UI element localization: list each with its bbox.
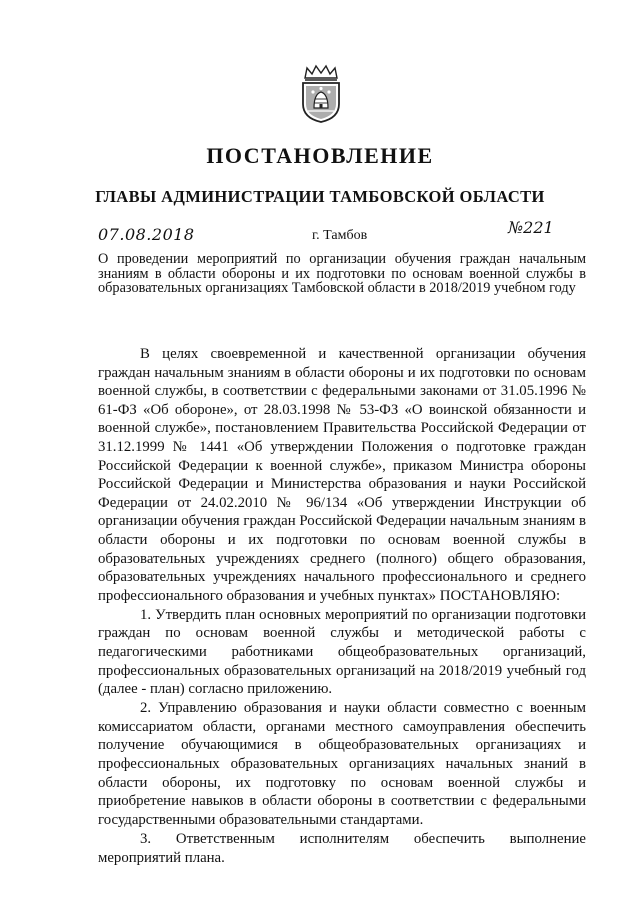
document-subtitle: ГЛАВЫ АДМИНИСТРАЦИИ ТАМБОВСКОЙ ОБЛАСТИ <box>95 187 545 206</box>
document-body <box>98 345 586 867</box>
document-city: г. Тамбов <box>312 228 368 243</box>
document-date: 07.08.2018 <box>98 225 195 244</box>
tambov-coat-of-arms-icon <box>296 64 346 124</box>
document-subject <box>98 252 586 296</box>
document-title: ПОСТАНОВЛЕНИЕ <box>206 143 434 168</box>
item-paragraph-2: 2. Управлению образования и науки области совместно с военным комиссариатом области, органами местного самоуправления обеспечить получение обучающимися в общеобразовательных организациях и профессиональных образовательных организациях начальных знаний в области обороны, их подготовку по основам военной службы и приобретение навыков в области обороны в соответствии с федеральными государственными образовательными стандартами. <box>98 700 586 828</box>
item-paragraph-1: 1. Утвердить план основных мероприятий по организации подготовки граждан по основам военной службы и методической работы с педагогическими работниками общеобразовательных организаций, профессиональных образовательных организаций на 2018/2019 учебный год (далее - план) согласно приложению. <box>98 606 586 698</box>
subject-text: О проведении мероприятий по организации обучения граждан начальным знаниям в области обороны и их подготовки по основам военной службы в образовательных организациях Тамбовской области в 2018/2019 учебном году <box>98 251 586 296</box>
preamble-paragraph: В целях своевременной и качественной организации обучения граждан начальным знаниям в области обороны и их подготовки по основам военной службы, в соответствии с федеральными законами от 31.05.1996 № 61-ФЗ «Об обороне», от 28.03.1998 № 53-ФЗ «О воинской обязанности и военной службе», постановлением Правительства Российской Федерации от 31.12.1999 № 1441 «Об утверждении Положения о подготовке граждан Российской Федерации к военной службе», приказом Министра обороны Российской Федерации и Министерства образования и науки Российской Федерации от 24.02.2010 № 96/134 «Об утверждении Инструкции об организации обучения граждан Российской Федерации начальным знаниям в области обороны и их подготовки по основам военной службы в образовательных учреждениях среднего (полного) общего образования, образовательных учреждениях начального профессионального и среднего профессионального образования и учебных пунктах» ПОСТАНОВЛЯЮ: <box>98 346 586 604</box>
item-paragraph-3: 3. Ответственным исполнителям обеспечить выполнение мероприятий плана. <box>98 830 586 866</box>
document-number: №221 <box>508 218 554 237</box>
